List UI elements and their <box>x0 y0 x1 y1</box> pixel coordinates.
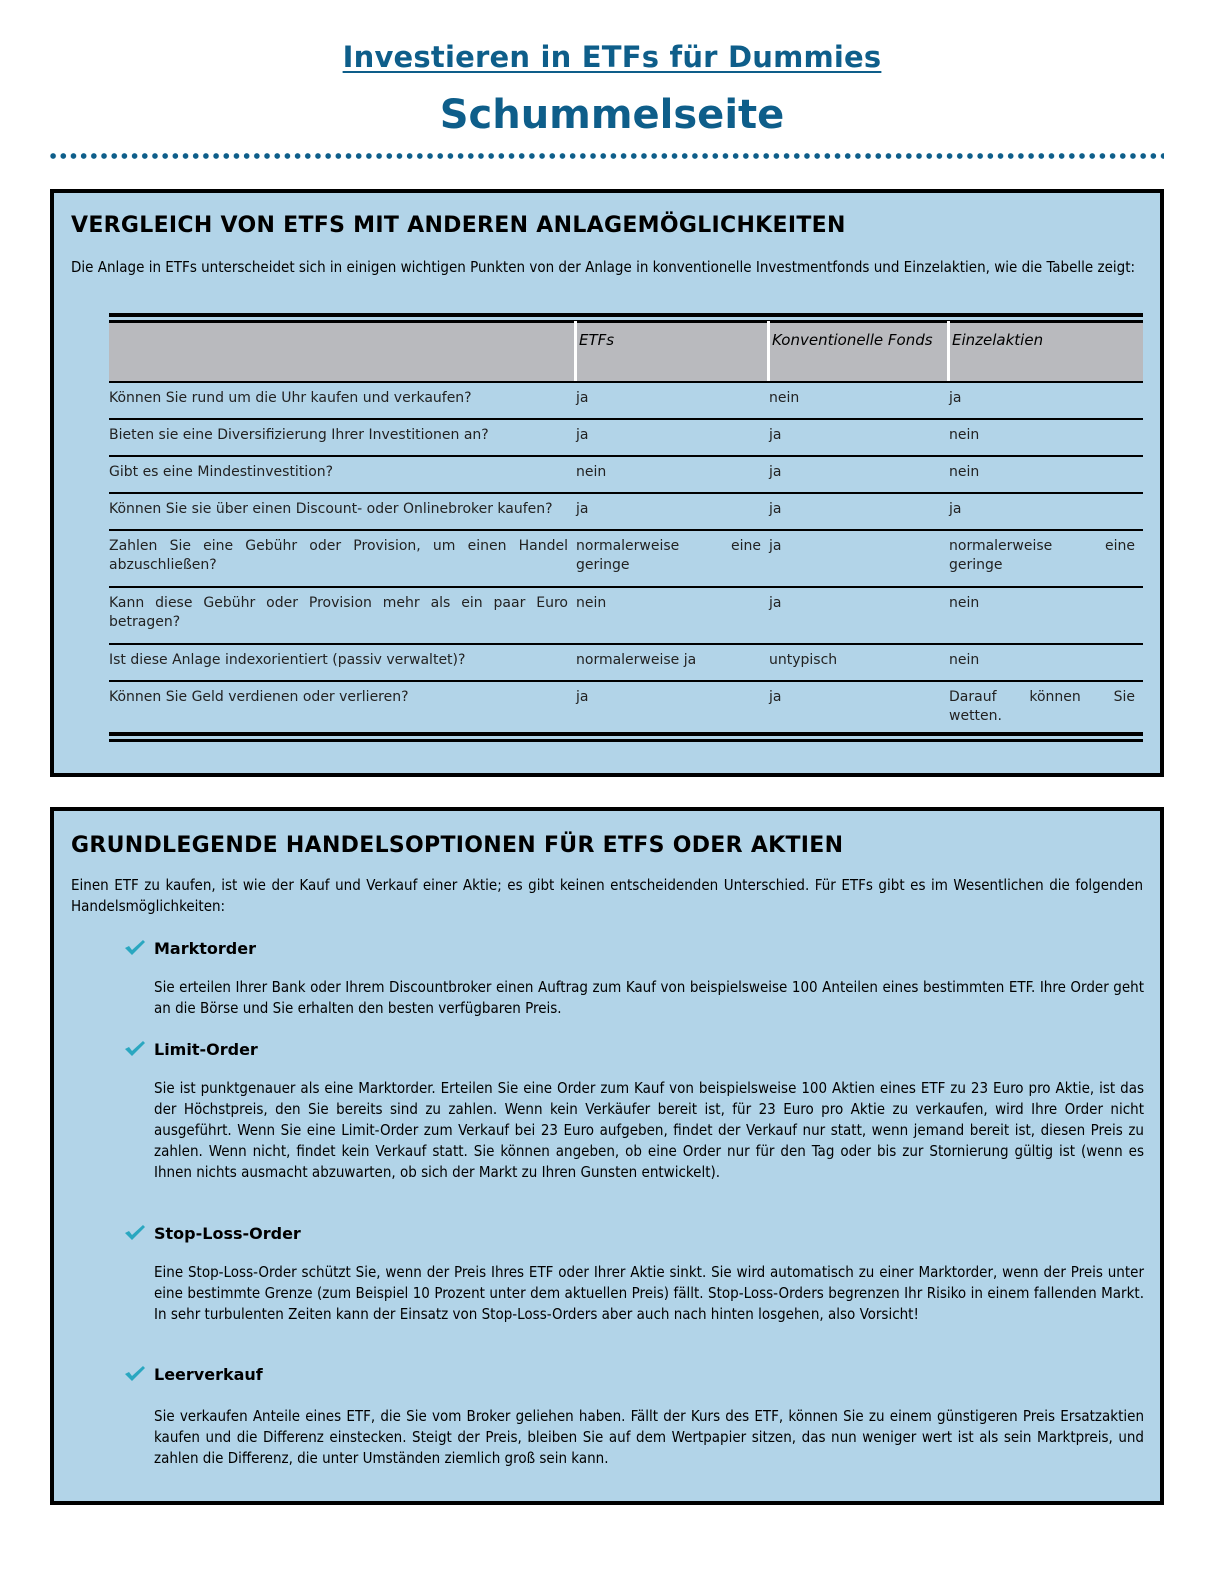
etf-cell: normalerweise eine geringe <box>576 538 761 573</box>
etf-cell: ja <box>576 501 589 517</box>
fund-cell: ja <box>769 464 782 480</box>
fund-cell: ja <box>769 427 782 443</box>
table-header <box>109 323 1143 381</box>
checkmark-icon <box>124 1224 146 1242</box>
fund-cell: ja <box>769 538 782 554</box>
header-cell <box>109 323 576 381</box>
trading-options-section <box>50 807 1164 1505</box>
etf-cell: ja <box>576 390 589 406</box>
table-row <box>109 586 1143 643</box>
table-row <box>109 492 1143 529</box>
document-subtitle: Schummelseite <box>439 92 785 138</box>
option-text-marktorder: Sie erteilen Ihrer Bank oder Ihrem Discountbroker einen Auftrag zum Kauf von beispielsweise 100 Anteilen eines bestimmten ETF. Ihre Order geht an die Börse und Sie erhalten den besten verfügbaren Preis. <box>154 978 1144 1017</box>
checkmark-icon <box>124 939 146 957</box>
question-cell: Zahlen Sie eine Gebühr oder Provision, um einen Handel abzuschließen? <box>109 538 568 573</box>
option-title-stop-loss-order: Stop-Loss-Order <box>154 1224 301 1243</box>
question-cell: Können Sie rund um die Uhr kaufen und verkaufen? <box>109 390 472 406</box>
stock-cell: nein <box>949 464 980 480</box>
stock-cell: Darauf können Sie wetten. <box>949 689 1135 724</box>
question-cell: Ist diese Anlage indexorientiert (passiv verwaltet)? <box>109 652 466 668</box>
comparison-table <box>109 313 1143 742</box>
question-cell: Können Sie Geld verdienen oder verlieren? <box>109 689 409 705</box>
question-cell: Bieten sie eine Diversifizierung Ihrer Investitionen an? <box>109 427 489 443</box>
etf-cell: nein <box>576 595 607 611</box>
stock-cell: normalerweise eine geringe <box>949 538 1135 573</box>
stock-cell: nein <box>949 427 980 443</box>
stock-cell: ja <box>949 390 962 406</box>
option-title-limit-order: Limit-Order <box>154 1040 258 1059</box>
checkmark-icon <box>124 1040 146 1058</box>
etf-cell: ja <box>576 427 589 443</box>
option-text-leerverkauf: Sie verkaufen Anteile eines ETF, die Sie vom Broker geliehen haben. Fällt der Kurs des ETF, können Sie zu einem günstigeren Preis Ersatzaktien kaufen und die Differenz einstecken. Steigt der Preis, bleiben Sie auf dem Wertpapier sitzen, das nun weniger wert ist als sein Marktpreis, und zahlen die Differenz, die unter Umständen ziemlich groß sein kann. <box>154 1407 1144 1467</box>
table-row <box>109 529 1143 586</box>
section-heading: VERGLEICH VON ETFS MIT ANDEREN ANLAGEMÖGLICHKEITEN <box>71 213 846 238</box>
fund-cell: nein <box>769 390 800 406</box>
document-title: Investieren in ETFs für Dummies <box>342 40 882 74</box>
etf-cell: ja <box>576 689 589 705</box>
header-cell-stocks: Einzelaktien <box>949 323 1143 381</box>
fund-cell: untypisch <box>769 652 838 668</box>
table-row <box>109 455 1143 492</box>
table-row <box>109 418 1143 455</box>
etf-cell: normalerweise ja <box>576 652 697 668</box>
stock-cell: nein <box>949 595 980 611</box>
option-title-marktorder: Marktorder <box>154 939 256 958</box>
comparison-section <box>50 189 1164 777</box>
stock-cell: ja <box>949 501 962 517</box>
section-intro: Die Anlage in ETFs unterscheidet sich in einigen wichtigen Punkten von der Anlage in konventionelle Investmentfonds und Einzelaktien, wie die Tabelle zeigt: <box>71 258 1136 276</box>
option-text-limit-order: Sie ist punktgenauer als eine Marktorder. Erteilen Sie eine Order zum Kauf von beispielsweise 100 Aktien eines ETF zu 23 Euro pro Aktie, ist das der Höchstpreis, den Sie bereits sind zu zahlen. Wenn kein Verkäufer bereit ist, für 23 Euro pro Aktie zu verkaufen, wird Ihre Order nicht ausgeführt. Wenn Sie eine Limit-Order zum Verkauf bei 23 Euro aufgeben, findet der Verkauf nur statt, wenn jemand bereit ist, diesen Preis zu zahlen. Wenn nicht, findet kein Verkauf statt. Sie können angeben, ob eine Order nur für den Tag oder bis zur Stornierung gültig ist (wenn es Ihnen nichts ausmacht abzuwarten, ob sich der Markt zu Ihren Gunsten entwickelt). <box>154 1079 1144 1181</box>
option-text-stop-loss-order: Eine Stop-Loss-Order schützt Sie, wenn der Preis Ihres ETF oder Ihrer Aktie sinkt. Sie wird automatisch zu einer Marktorder, wenn der Preis unter eine bestimmte Grenze (zum Beispiel 10 Prozent unter dem aktuellen Preis) fällt. Stop-Loss-Orders begrenzen Ihr Risiko in einem fallenden Markt. In sehr turbulenten Zeiten kann der Einsatz von Stop-Loss-Orders aber auch nach hinten losgehen, also Vorsicht! <box>154 1263 1144 1323</box>
fund-cell: ja <box>769 689 782 705</box>
table-row <box>109 680 1143 732</box>
fund-cell: ja <box>769 595 782 611</box>
option-title-leerverkauf: Leerverkauf <box>154 1365 263 1384</box>
question-cell: Gibt es eine Mindestinvestition? <box>109 464 334 480</box>
header-cell-funds: Konventionelle Fonds <box>769 323 949 381</box>
table-row <box>109 383 1143 418</box>
header-cell-etfs: ETFs <box>576 323 769 381</box>
etf-cell: nein <box>576 464 607 480</box>
section-intro: Einen ETF zu kaufen, ist wie der Kauf und Verkauf einer Aktie; es gibt keinen entscheidenden Unterschied. Für ETFs gibt es im Wesentlichen die folgenden Handelsmöglichkeiten: <box>71 876 1143 915</box>
table-row <box>109 643 1143 680</box>
fund-cell: ja <box>769 501 782 517</box>
section-heading: GRUNDLEGENDE HANDELSOPTIONEN FÜR ETFS ODER AKTIEN <box>71 833 844 858</box>
question-cell: Können Sie sie über einen Discount- oder Onlinebroker kaufen? <box>109 501 553 517</box>
stock-cell: nein <box>949 652 980 668</box>
dotted-divider <box>48 152 1164 160</box>
checkmark-icon <box>124 1365 146 1383</box>
question-cell: Kann diese Gebühr oder Provision mehr als ein paar Euro betragen? <box>109 595 568 630</box>
